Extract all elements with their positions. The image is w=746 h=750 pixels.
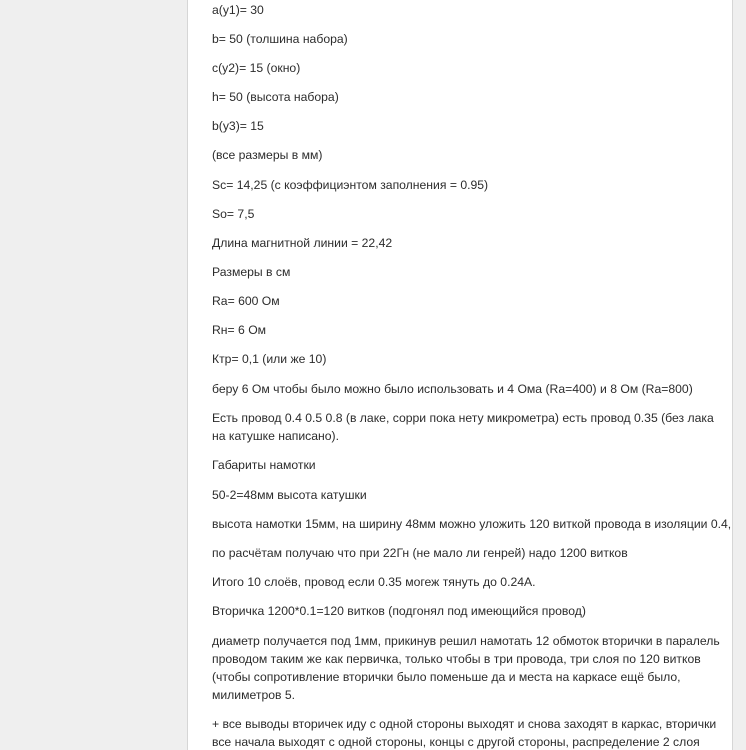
winding-dimensions-heading: Габариты намотки [212, 458, 316, 472]
winding-height-text: высота намотки 15мм, на ширину 48мм можно уложить 120 виткой провода в изоляции 0.4, [212, 517, 732, 531]
secondary-diameter-text: диаметр получается под 1мм, прикинув решил намотать 12 обмоток вторички в паралель проводом таким же как первичка, только чтобы в три провода, три слоя по 120 витков (чтобы сопротивление вторички было поменьше да и места на каркасе ещё было, милиметров 5. [212, 634, 720, 702]
param-ra: Ra= 600 Ом [212, 294, 280, 308]
secondary-turns-text: Вторичка 1200*0.1=120 витков (подгонял под имеющийся провод) [212, 604, 586, 618]
magnetic-path-length: Длина магнитной линии = 22,42 [212, 236, 393, 250]
param-so: So= 7,5 [212, 207, 255, 221]
param-c-window: c(y2)= 15 (окно) [212, 61, 301, 75]
param-b-y3: b(y3)= 15 [212, 119, 264, 133]
param-h-height: h= 50 (высота набора) [212, 90, 339, 104]
coil-height-text: 50-2=48мм высота катушки [212, 488, 367, 502]
param-ktr: Ктр= 0,1 (или же 10) [212, 352, 327, 366]
param-b-thickness: b= 50 (толшина набора) [212, 32, 348, 46]
post-card [187, 0, 733, 750]
param-sc: Sc= 14,25 (с коэффициэнтом заполнения = 0.95) [212, 178, 489, 192]
wire-availability-text: Есть провод 0.4 0.5 0.8 (в лаке, сорри пока нету микрометра) есть провод 0.35 (без лака на катушке написано). [212, 411, 714, 443]
param-rn: Rн= 6 Ом [212, 323, 267, 337]
right-gutter [733, 0, 746, 750]
left-gutter [0, 0, 187, 750]
units-cm-note: Размеры в см [212, 265, 291, 279]
secondary-leads-text: + все выводы вторичек иду с одной стороны выходят и снова заходят в каркас, вторички все начала выходят с одной стороны, концы с другой стороны, распределение 2 слоя [212, 717, 717, 749]
turns-calculation-text: по расчётам получаю что при 22Гн (не мало ли генрей) надо 1200 витков [212, 546, 628, 560]
load-choice-text: беру 6 Ом чтобы было можно было использовать и 4 Ома (Ra=400) и 8 Ом (Ra=800) [212, 382, 693, 396]
param-a: a(y1)= 30 [212, 3, 264, 17]
units-note: (все размеры в мм) [212, 148, 323, 162]
layers-total-text: Итого 10 слоёв, провод если 0.35 могеж тянуть до 0.24А. [212, 575, 536, 589]
